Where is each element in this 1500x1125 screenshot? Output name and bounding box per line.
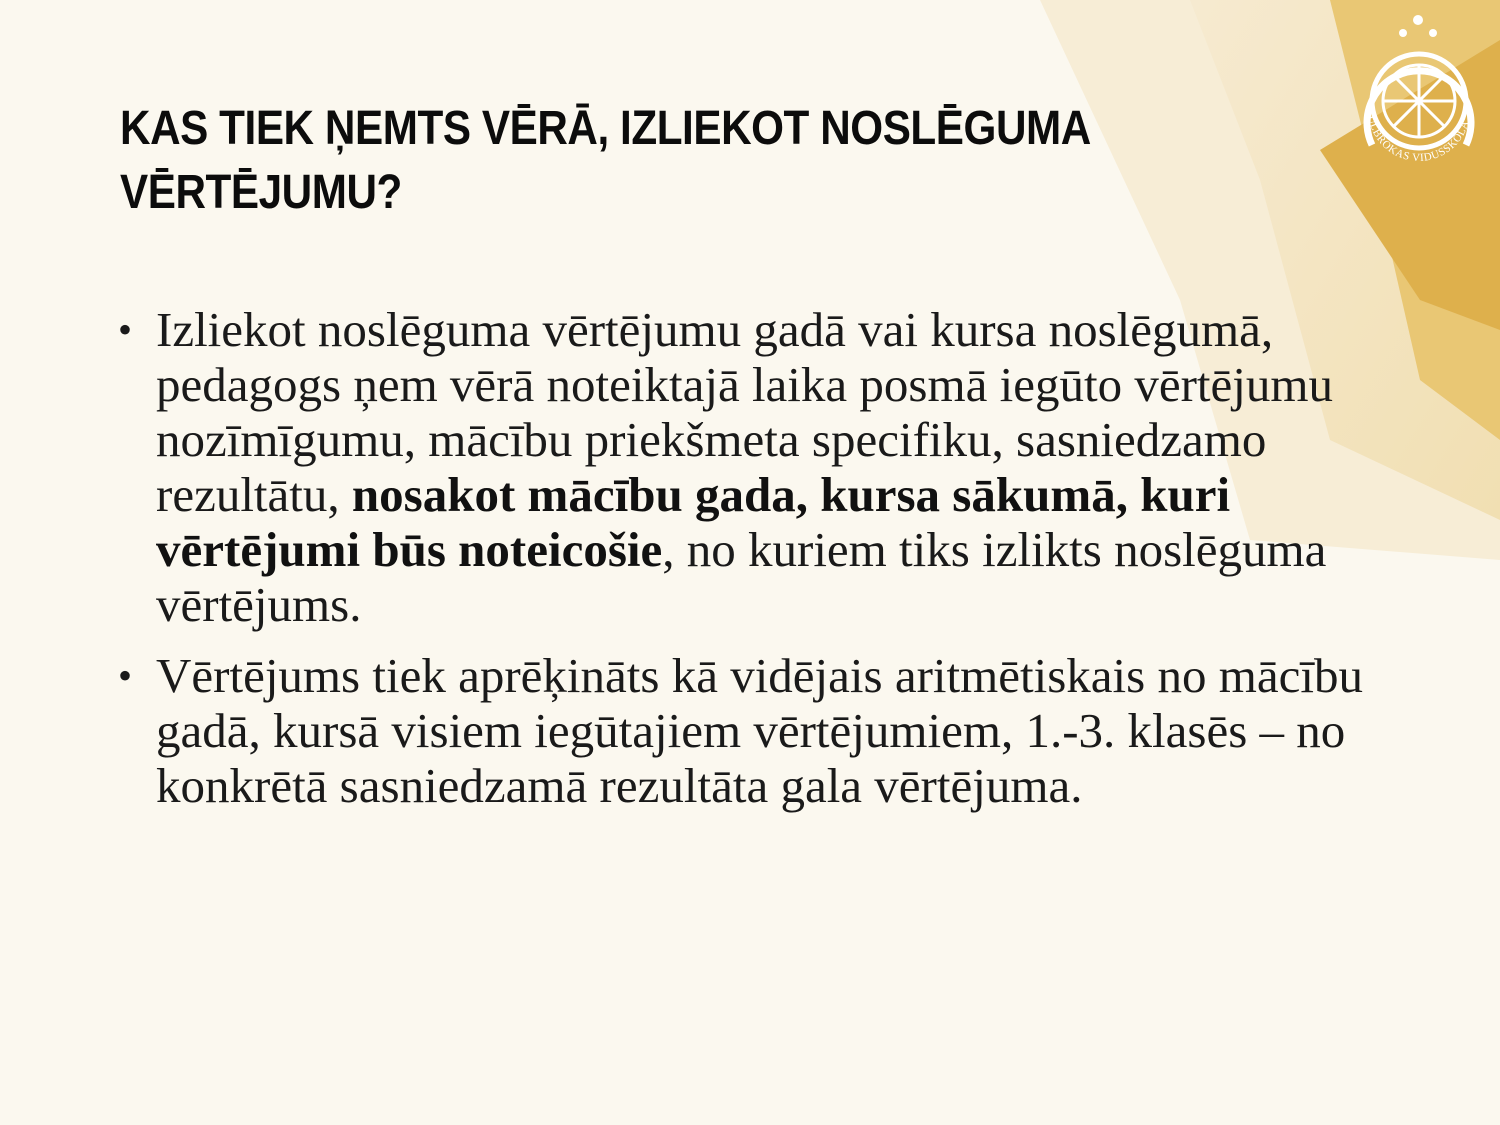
bullet-icon: • (118, 653, 133, 698)
bullet-text (156, 302, 1368, 632)
slide-title: KAS TIEK ŅEMTS VĒRĀ, IZLIEKOT NOSLĒGUMA VĒRTĒJUMU? (120, 102, 1090, 219)
bullet-text-bold: nosakot mācību gada, kursa sākumā, kuri vērtējumi būs noteicošie (156, 467, 1231, 577)
bullet-text: Vērtējums tiek aprēķināts kā vidējais aritmētiskais no mācību gadā, kursā visiem iegūtajiem vērtējumiem, 1.-3. klasēs – no konkrētā sasniedzamā rezultāta gala vērtējuma. (156, 648, 1363, 813)
bullet-text-regular: Izliekot noslēguma vērtējumu gadā vai kursa noslēgumā, pedagogs ņem vērā noteiktajā laika posmā iegūto vērtējumu nozīmīgumu, mācību priekšmeta specifiku, sasniedzamo rezultātu, (156, 302, 1333, 522)
bullet-text-regular: , no kuriem tiks izlikts noslēguma vērtējums. (156, 522, 1327, 632)
bullet-item (118, 648, 1368, 813)
bullet-icon: • (118, 307, 133, 352)
bullet-item (118, 302, 1368, 632)
bullet-list (118, 302, 1368, 829)
logo-text: ULBROKAS VIDUSSKOLA (1365, 114, 1472, 165)
